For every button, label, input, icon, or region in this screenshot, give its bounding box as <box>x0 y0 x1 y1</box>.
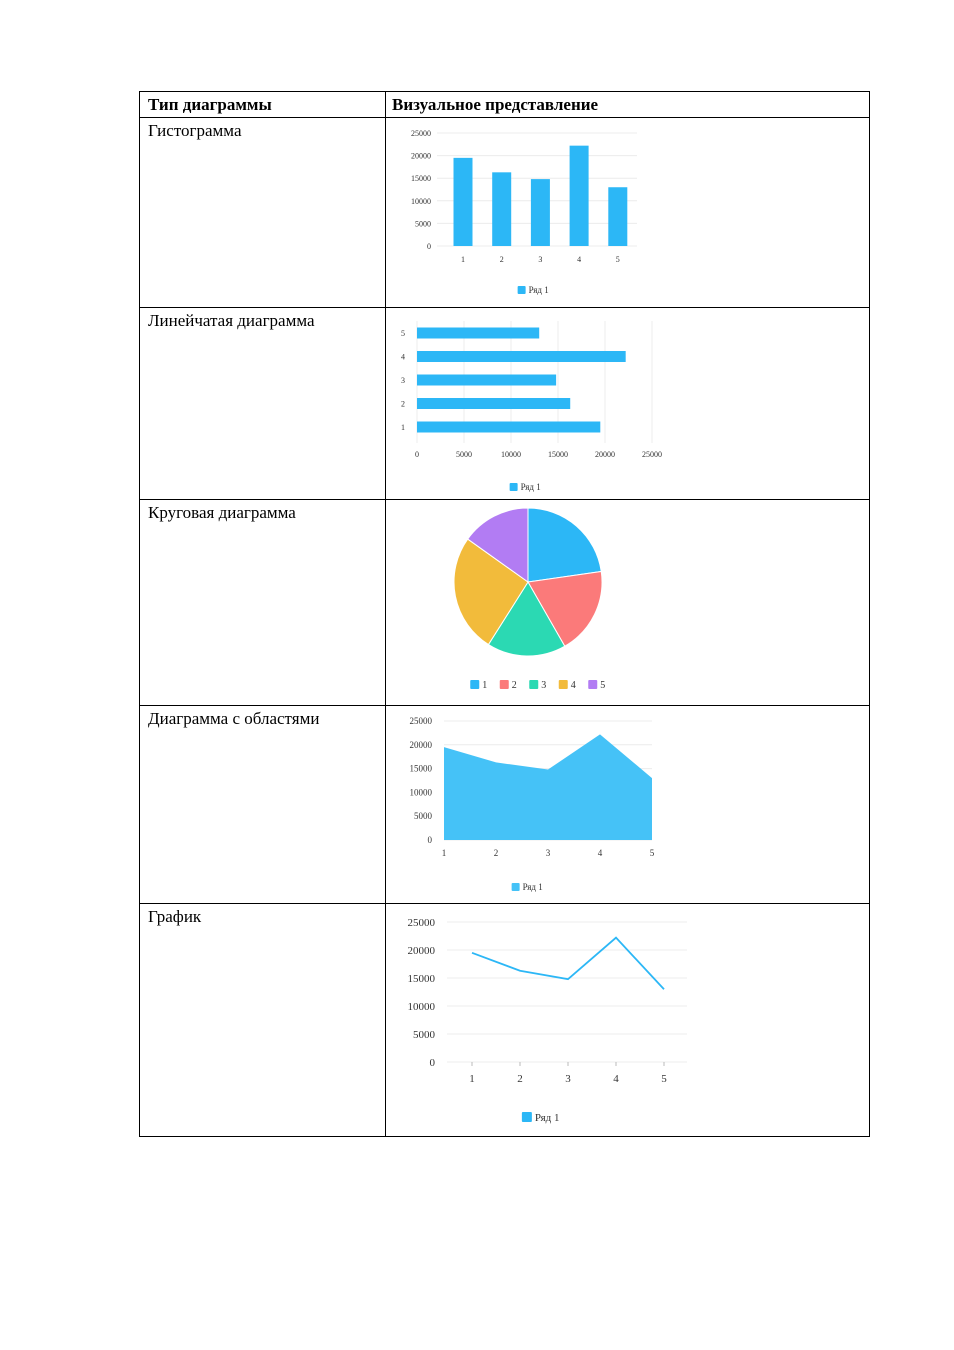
y-tick-label: 5 <box>401 329 405 338</box>
column-chart <box>387 119 687 305</box>
table-row <box>140 308 869 500</box>
x-tick-label: 3 <box>565 1073 571 1085</box>
pie-chart <box>387 501 687 703</box>
x-tick-label: 1 <box>461 255 465 264</box>
x-tick-label: 5 <box>615 255 620 264</box>
legend-swatch <box>559 680 568 689</box>
row-type-label: Линейчатая диаграмма <box>148 311 315 330</box>
bar <box>570 146 589 246</box>
chart-types-table <box>139 91 870 1137</box>
x-tick-label: 25000 <box>642 450 662 459</box>
row-type-label: Круговая диаграмма <box>148 503 296 522</box>
y-tick-label: 0 <box>429 1057 435 1069</box>
y-tick-label: 0 <box>427 242 431 251</box>
x-tick-label: 5 <box>649 848 655 858</box>
y-tick-label: 5000 <box>413 1029 435 1041</box>
legend-label: Ряд 1 <box>534 1112 560 1124</box>
x-tick-label: 4 <box>613 1073 619 1085</box>
legend-label: Ряд 1 <box>522 882 543 892</box>
legend-label: 4 <box>570 680 576 691</box>
line-series <box>472 938 664 990</box>
legend-label: 5 <box>600 680 606 691</box>
table-row <box>140 904 869 1136</box>
legend-label: 1 <box>482 680 488 691</box>
x-tick-label: 2 <box>493 848 499 858</box>
legend-swatch <box>518 286 526 294</box>
x-tick-label: 15000 <box>548 450 568 459</box>
table-row <box>140 118 869 308</box>
line-chart <box>387 905 707 1133</box>
y-tick-label: 4 <box>401 352 405 362</box>
area-series <box>444 734 652 840</box>
x-tick-label: 0 <box>415 450 419 459</box>
y-tick-label: 25000 <box>411 129 431 138</box>
y-tick-label: 15000 <box>411 174 431 184</box>
legend-label: Ряд 1 <box>520 482 541 492</box>
row-type-label: График <box>148 907 202 926</box>
x-tick-label: 2 <box>517 1073 523 1085</box>
legend-label: Ряд 1 <box>528 285 549 295</box>
legend-swatch <box>510 483 518 491</box>
column-divider <box>385 118 386 307</box>
x-tick-label: 2 <box>499 255 504 264</box>
legend-label: 3 <box>541 680 547 691</box>
column-divider <box>385 904 386 1136</box>
y-tick-label: 25000 <box>407 917 435 929</box>
y-tick-label: 10000 <box>407 1001 435 1013</box>
table-row <box>140 500 869 706</box>
x-tick-label: 5 <box>661 1073 667 1085</box>
x-tick-label: 20000 <box>595 450 615 459</box>
x-tick-label: 4 <box>597 848 603 858</box>
bar <box>417 375 556 386</box>
x-tick-label: 3 <box>538 255 543 264</box>
bar <box>417 422 600 433</box>
bar <box>417 398 570 409</box>
column-divider <box>385 92 386 117</box>
y-tick-label: 10000 <box>411 196 431 206</box>
y-tick-label: 20000 <box>407 945 435 957</box>
x-tick-label: 10000 <box>501 450 521 459</box>
legend-swatch <box>470 680 479 689</box>
y-tick-label: 2 <box>401 399 405 409</box>
column-divider <box>385 308 386 499</box>
x-tick-label: 4 <box>577 255 582 264</box>
bar <box>417 351 626 362</box>
y-tick-label: 1 <box>401 423 405 432</box>
legend-label: 2 <box>511 680 517 691</box>
y-tick-label: 15000 <box>407 973 435 985</box>
row-type-label: Гистограмма <box>148 121 242 140</box>
y-tick-label: 5000 <box>414 811 432 822</box>
bar <box>531 179 550 246</box>
x-tick-label: 1 <box>441 848 447 858</box>
y-tick-label: 15000 <box>409 763 432 774</box>
bar <box>417 328 539 339</box>
y-tick-label: 20000 <box>409 739 432 750</box>
header-type: Тип диаграммы <box>148 95 272 114</box>
pie-slice <box>528 508 601 582</box>
bar <box>454 158 473 246</box>
legend-swatch <box>529 680 538 689</box>
horizontal-bar-chart <box>387 309 687 497</box>
legend-swatch <box>500 680 509 689</box>
y-tick-label: 3 <box>401 376 405 385</box>
y-tick-label: 10000 <box>409 787 432 798</box>
y-tick-label: 25000 <box>409 716 432 726</box>
x-tick-label: 1 <box>469 1073 475 1085</box>
row-type-label: Диаграмма с областями <box>148 709 320 728</box>
legend-swatch <box>588 680 597 689</box>
header-visual: Визуальное представление <box>392 95 599 114</box>
table-header-row <box>140 92 869 118</box>
x-tick-label: 3 <box>545 848 551 858</box>
y-tick-label: 5000 <box>415 219 431 229</box>
bar <box>608 187 627 246</box>
column-divider <box>385 500 386 705</box>
legend-swatch <box>512 883 520 891</box>
y-tick-label: 0 <box>427 835 432 845</box>
table-row <box>140 706 869 904</box>
x-tick-label: 5000 <box>456 450 472 459</box>
column-divider <box>385 706 386 903</box>
legend-swatch <box>522 1112 532 1122</box>
bar <box>492 172 511 246</box>
y-tick-label: 20000 <box>411 151 431 161</box>
area-chart <box>387 707 687 901</box>
